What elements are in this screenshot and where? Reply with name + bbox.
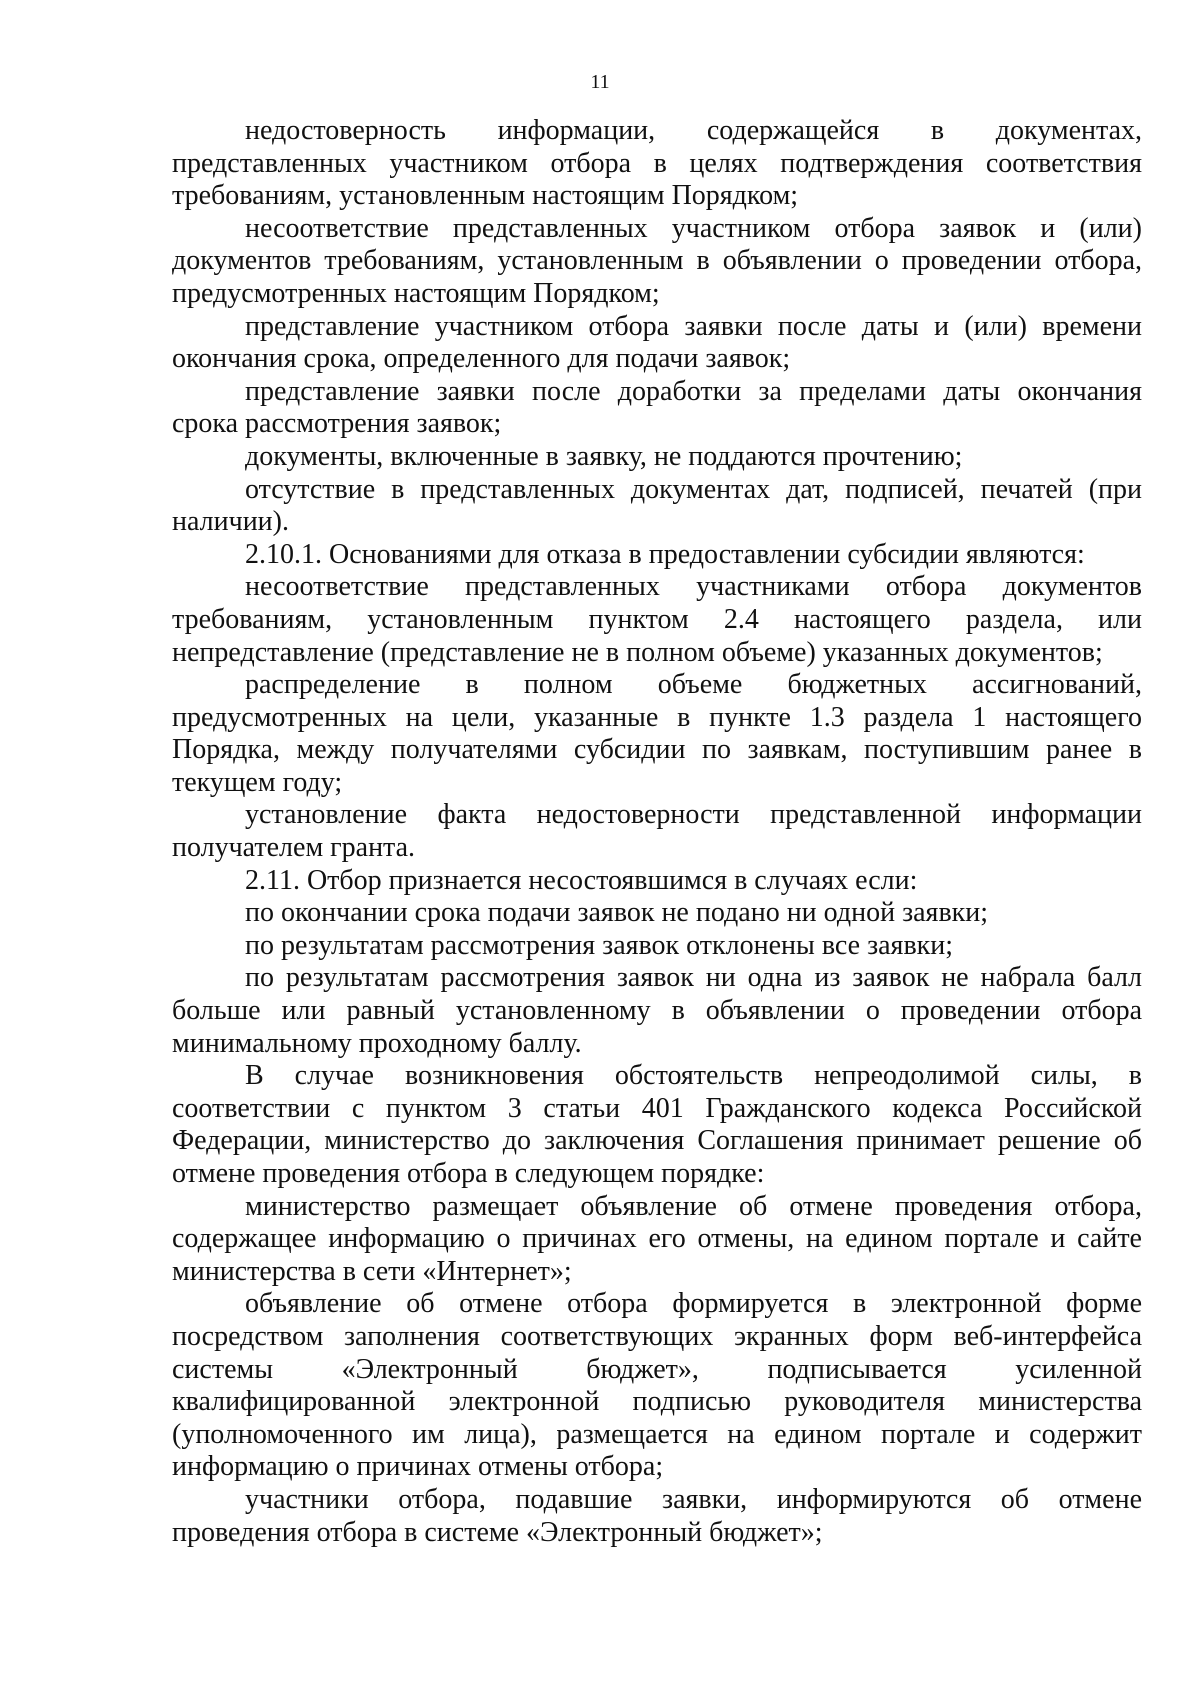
section-heading-paragraph: 2.10.1. Основаниями для отказа в предоставлении субсидии являются:	[245, 538, 1085, 570]
page-number: 11	[590, 71, 610, 93]
paragraph: установление факта недостоверности представленной информации получателем гранта.	[172, 799, 1142, 864]
paragraph: отсутствие в представленных документах дат, подписей, печатей (при наличии).	[172, 473, 1142, 538]
paragraph: объявление об отмене отбора формируется в электронной форме посредством заполнения соответствующих экранных форм веб-интерфейса системы «Электронный бюджет», подписывается усиленной квалифицированной электронной подписью руководителя министерства (уполномоченного им лица), размещается на едином портале и содержит информацию о причинах отмены отбора;	[172, 1288, 1142, 1483]
paragraph: по результатам рассмотрения заявок отклонены все заявки;	[245, 929, 954, 961]
paragraph: документы, включенные в заявку, не поддаются прочтению;	[245, 440, 963, 472]
paragraph: представление заявки после доработки за пределами даты окончания срока рассмотрения заявок;	[172, 375, 1142, 440]
paragraph: по результатам рассмотрения заявок ни одна из заявок не набрала балл больше или равный установленному в объявлении о проведении отбора минимальному проходному баллу.	[172, 962, 1142, 1059]
paragraph: министерство размещает объявление об отмене проведения отбора, содержащее информацию о причинах его отмены, на едином портале и сайте министерства в сети «Интернет»;	[172, 1190, 1142, 1287]
document-body	[172, 115, 1142, 1549]
section-heading-paragraph: 2.11. Отбор признается несостоявшимся в случаях если:	[245, 864, 918, 896]
paragraph: несоответствие представленных участником отбора заявок и (или) документов требованиям, установленным в объявлении о проведении отбора, предусмотренных настоящим Порядком;	[172, 212, 1142, 309]
paragraph: представление участником отбора заявки после даты и (или) времени окончания срока, определенного для подачи заявок;	[172, 310, 1142, 375]
paragraph: распределение в полном объеме бюджетных ассигнований, предусмотренных на цели, указанные в пункте 1.3 раздела 1 настоящего Порядка, между получателями субсидии по заявкам, поступившим ранее в текущем году;	[172, 669, 1142, 798]
paragraph: участники отбора, подавшие заявки, информируются об отмене проведения отбора в системе «Электронный бюджет»;	[172, 1483, 1142, 1548]
paragraph: недостоверность информации, содержащейся в документах, представленных участником отбора в целях подтверждения соответствия требованиям, установленным настоящим Порядком;	[172, 115, 1142, 212]
paragraph: В случае возникновения обстоятельств непреодолимой силы, в соответствии с пунктом 3 статьи 401 Гражданского кодекса Российской Федерации, министерство до заключения Соглашения принимает решение об отмене проведения отбора в следующем порядке:	[172, 1060, 1142, 1189]
paragraph: несоответствие представленных участниками отбора документов требованиям, установленным пунктом 2.4 настоящего раздела, или непредставление (представление не в полном объеме) указанных документов;	[172, 571, 1142, 668]
paragraph: по окончании срока подачи заявок не подано ни одной заявки;	[245, 897, 989, 929]
